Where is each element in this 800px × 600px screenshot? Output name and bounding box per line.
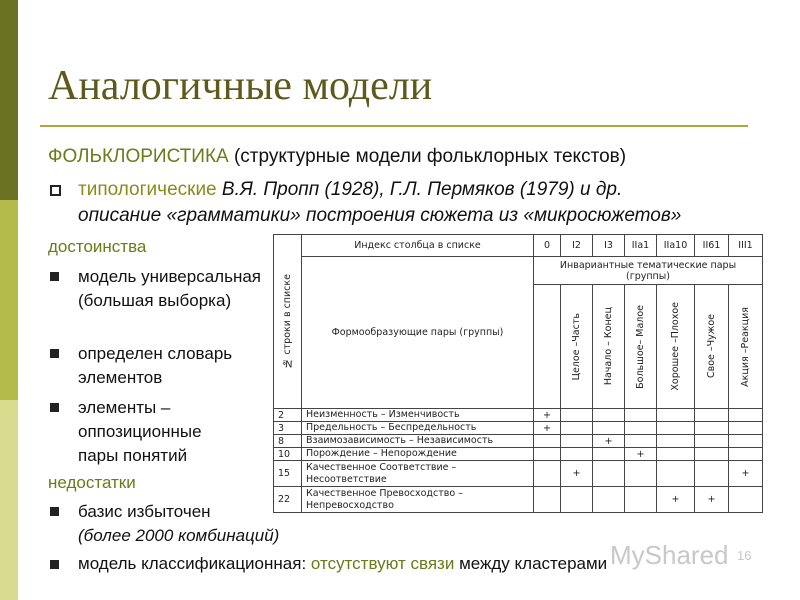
column-label-cell [657, 285, 695, 409]
advantages-heading: достоинства [48, 237, 147, 256]
mark-cell [534, 435, 561, 448]
typology-rest: В.Я. Пропп (1928), Г.Л. Пермяков (1979) и др. [216, 179, 623, 200]
disadvantage-main: базис избыточен [78, 502, 211, 521]
row-number-header: № строки в списке [282, 274, 293, 369]
forming-header: Формообразующие пары (группы) [302, 257, 534, 409]
column-label-cell [625, 285, 657, 409]
row-number: 10 [274, 448, 302, 461]
row-label: Порождение – Непорождение [302, 448, 534, 461]
mark-cell: + [657, 487, 695, 513]
mark-cell [561, 409, 593, 422]
advantage-item: элементы – оппозиционные пары понятий [78, 398, 202, 465]
mark-cell [695, 409, 729, 422]
mark-cell [657, 409, 695, 422]
sidebar-stripes [0, 0, 18, 600]
mark-cell [729, 409, 763, 422]
mark-cell [625, 409, 657, 422]
row-number: 22 [274, 487, 302, 513]
typology-line [78, 179, 622, 201]
table-row [274, 435, 763, 448]
mark-cell [695, 448, 729, 461]
bullet-icon [50, 507, 59, 516]
mark-cell: + [593, 435, 625, 448]
mark-cell: + [625, 448, 657, 461]
table-row [274, 422, 763, 435]
bullet-icon [50, 403, 59, 412]
mark-cell [593, 461, 625, 487]
mark-cell [729, 435, 763, 448]
row-label: Взаимозависимость – Независимость [302, 435, 534, 448]
mark-cell [593, 448, 625, 461]
mark-cell [729, 487, 763, 513]
mark-cell [729, 422, 763, 435]
mark-cell [657, 422, 695, 435]
title-divider [40, 125, 748, 127]
column-label: Целое –Часть [571, 312, 582, 381]
mark-cell [625, 487, 657, 513]
mark-cell [534, 448, 561, 461]
table-row [274, 409, 763, 422]
mark-cell [695, 422, 729, 435]
table-row [274, 461, 763, 487]
row-number: 8 [274, 435, 302, 448]
column-label: Начало – Конец [603, 307, 614, 386]
col-index: 0 [534, 235, 561, 257]
page-number: 16 [737, 548, 752, 563]
watermark-logo: MyShared [610, 540, 729, 570]
disadvantages-heading: недостатки [48, 473, 136, 492]
row-label: Неизменность – Изменчивость [302, 409, 534, 422]
subject-line [48, 146, 626, 168]
mark-cell: + [561, 461, 593, 487]
column-label: Хорошее –Плохое [670, 302, 681, 391]
mark-cell: + [729, 461, 763, 487]
description-line: описание «грамматики» построения сюжета из «микросюжетов» [78, 205, 682, 226]
row-number: 15 [274, 461, 302, 487]
mark-cell: + [534, 409, 561, 422]
row-number: 3 [274, 422, 302, 435]
column-label: Акция –Реакция [740, 306, 751, 387]
advantage-item: определен словарь элементов [78, 344, 233, 387]
disadvantage-note: (более 2000 комбинаций) [78, 526, 280, 545]
mark-cell [657, 448, 695, 461]
column-label: Большое– Малое [635, 304, 646, 389]
bullet-icon [50, 272, 59, 281]
col-index: IIa10 [657, 235, 695, 257]
index-header: Индекс столбца в списке [302, 235, 534, 257]
column-label: Свое –Чужое [706, 314, 717, 379]
mark-cell [729, 448, 763, 461]
mark-cell [625, 461, 657, 487]
table-body [274, 409, 763, 513]
subject-rest: (структурные модели фольклорных текстов) [228, 146, 627, 167]
col-index: I3 [593, 235, 625, 257]
mark-cell [593, 409, 625, 422]
stripe-dark [0, 0, 18, 200]
disadvantage-item [78, 552, 607, 576]
stripe-light [0, 400, 18, 600]
dis2-highlight: отсутствуют связи [310, 554, 455, 573]
column-label-cell [593, 285, 625, 409]
mark-cell [625, 422, 657, 435]
folklore-table [273, 234, 763, 513]
mark-cell [657, 461, 695, 487]
row-label: Качественное Превосходство – Непревосходство [302, 487, 534, 513]
row-number: 2 [274, 409, 302, 422]
mark-cell [561, 422, 593, 435]
mark-cell [534, 461, 561, 487]
typology-label: типологические [78, 179, 217, 200]
col-index: IIa1 [625, 235, 657, 257]
mark-cell [593, 487, 625, 513]
mark-cell [561, 448, 593, 461]
mark-cell [561, 487, 593, 513]
mark-cell [593, 422, 625, 435]
mark-cell [561, 435, 593, 448]
bullet-icon [50, 560, 59, 569]
col-index: II61 [695, 235, 729, 257]
subject-highlight: ФОЛЬКЛОРИСТИКА [48, 146, 229, 167]
mark-cell [625, 435, 657, 448]
empty-cell [534, 285, 561, 409]
dis2-pre: модель классификационная: [78, 554, 311, 573]
mark-cell: + [534, 422, 561, 435]
mark-cell [695, 435, 729, 448]
column-label-cell [561, 285, 593, 409]
table-row [274, 448, 763, 461]
column-label-cell [695, 285, 729, 409]
mark-cell [534, 487, 561, 513]
row-label: Предельность – Беспредельность [302, 422, 534, 435]
row-number-header-cell [274, 235, 302, 409]
row-label: Качественное Соответствие – Несоответствие [302, 461, 534, 487]
page-title: Аналогичные модели [48, 63, 433, 109]
col-index: I2 [561, 235, 593, 257]
column-label-cell [729, 285, 763, 409]
mark-cell: + [695, 487, 729, 513]
stripe-mid [0, 200, 18, 400]
disadvantage-item [78, 500, 279, 548]
mark-cell [695, 461, 729, 487]
advantage-item: модель универсальная (большая выборка) [78, 267, 261, 310]
mark-cell [657, 435, 695, 448]
table-row [274, 487, 763, 513]
invariant-header: Инвариантные тематические пары (группы) [534, 257, 763, 285]
bullet-icon [50, 349, 59, 358]
col-index: III1 [729, 235, 763, 257]
dis2-post: между кластерами [454, 554, 608, 573]
hollow-bullet-icon [50, 185, 61, 196]
